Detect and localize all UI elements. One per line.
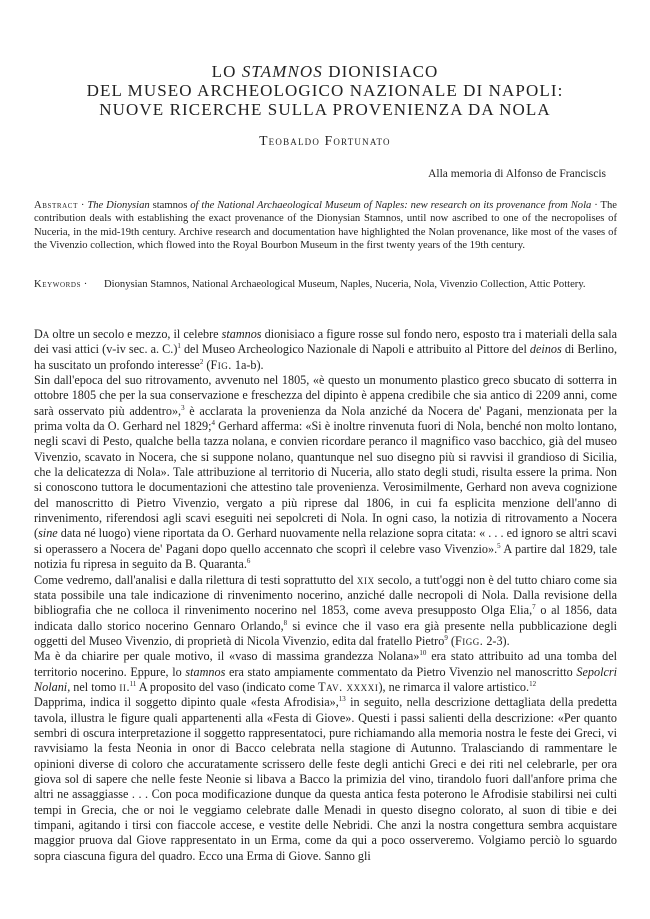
title-line-3: NUOVE RICERCHE SULLA PROVENIENZA DA NOLA [99,100,551,119]
keywords-text: Dionysian Stamnos, National Archaeological Museum, Naples, Nuceria, Nola, Vivenzio Collection, Attic Pottery. [104,279,586,290]
keywords: Keywords · Dionysian Stamnos, National Archaeological Museum, Naples, Nuceria, Nola, Vivenzio Collection, Attic Pottery. [34,278,617,291]
author-name: Teobaldo Fortunato [259,133,391,148]
paragraph-4: Ma è da chiarire per quale motivo, il «vaso di massima grandezza Nolana»$^{10}$ era stato attribuito ad una tomba del territorio nocerino. Eppure, lo stamnos era stato ampiamente commentato da Pietro Vivenzio nel manoscritto Sepolcri Nolani, nel tomo ii.$^{11}$ A proposito del vaso (indicato come Tav. xxxxi), ne rimarca il valore artistico.$^{12}$ [34,649,617,694]
abstract: Abstract · The Dionysian stamnos of the National Archaeological Museum of Naples: new research on its provenance from Nola · The contribution deals with establishing the exact provenance of the Dionysian Stamnos, until now ascribed to one of the necropolises of Nuceria, in the mid-19th century. Archive research and documentation have highlighted the Nolan provenance, like most of the vases of the Vivenzio collection, which flowed into the Royal Bourbon Museum in the first twenty years of the 19th century. [34,200,617,252]
footnote-ref[interactable]: 7 [532,603,536,612]
footnote-ref[interactable]: 1 [177,342,181,351]
footnote-ref[interactable]: 4 [211,419,216,427]
plate-ref: Tav. xxxxi [318,679,379,694]
figure-ref[interactable]: Figg. [454,633,484,648]
footnote-ref[interactable]: 6 [246,557,251,566]
title-line-1: LO STAMNOS DIONISIACO [211,62,439,81]
footnote-ref[interactable]: 5 [497,541,501,550]
footnote-ref[interactable]: 2 [199,357,204,366]
paragraph-2: Sin dall'epoca del suo ritrovamento, avvenuto nel 1805, «è questo un monumento plastico greco sbucato di sotterra in ottobre 1805 che per la sua conservazione e freschezza del dipinto è appena credibile che sia antico di 2209 anni, come sarà osservato più addentro»,$^3$ è acclarata la provenienza da Nola anziché da Nocera de' Pagani, menzionata per la prima volta da O. Gerhard nel 1829;$^4$ Gerhard afferma: «Si è inoltre rinvenuta fuori di Nola, benché non molto lontano, negli scavi di Pesto, qualche bella tazza nolana, e convien ricordare peranco il magnifico vaso bacchico, già del museo Vivenzio, scavato in Nocera, che si suppone nolano, quantunque nel suo disegno più si ravvisi il grandioso di Sicilia, che la delicatezza di Nola». Tale attribuzione al territorio di Nuceria, allo stato degli studi, risulta essere la prima. Non si conoscono tuttora le documentazioni che attestino tale provenienza. Verosimilmente, Gerhard non aveva cognizione del manoscritto di Pietro Vivenzio, vergato a più riprese dal 1806, in cui fa esplicita menzione dell'anno di rinvenimento, riferendosi agli scavi eseguiti nei sepolcreti di Nola. In ogni caso, la notizia di ritrovamento a Nocera (sine data né luogo) viene riportata da O. Gerhard nuovamente nella relazione sopra citata: « . . . ed ignoro se altri scavi si operassero a Nocera de' Pagani dopo quello accennato che scoprì il celebre vaso Vivenzio».$^5$ A partire dal 1829, tale notizia fu ripresa in seguito da B. Quaranta.$^6$ [34,373,617,572]
footnote-ref[interactable]: 9 [444,633,448,642]
paragraph-5: Dapprima, indica il soggetto dipinto quale «festa Afrodisia»,$^{13}$ in seguito, nella descrizione dettagliata della predetta tavola, illustra le figure quali appartenenti alla «Festa di Giove». Questi i passi salienti della descrizione: «Per quanto sembri di oscura interpretazione il soggetto rappresentatoci, pure richiamando alla memoria nostra le feste dei Greci, vi ravvisiamo la festa Neonia in onor di Bacco celebrata nella stagione di Autunno. Tralasciando di rammentare le opinioni diverse di coloro che accuratamente scrissero delle feste degli antichi Greci e dei riti nel celebrarle, per ora giova sol di sapere che nelle feste Neonie si libava a Bacco la primizia del vino, tirandolo fuori dall'anfore prima che altri ne assaggiasse . . . Con poca modificazione dunque da questa antica festa poterono le Afrodisie stabilirsi nei culti tempi in Grecia, che or noi le veggiamo celebrate dalle Menadi in questo disegno colorato, al suon di tibie e dei timpani, agitando i tirsi con fiaccole accese, e vestite delle Nebridi. Che anzi la nostra congettura sembra acquistare maggior pruova dal Giove rappresentato in un Erma, come da qui a poco osserveremo. Volgiamo perciò lo sguardo sopra ciascuna figura del quadro. Ecco una Erma di Giove. Sanno gli [34,695,617,863]
article-body [34,327,617,864]
footnote-ref[interactable]: 10 [419,649,427,658]
keywords-label: Keywords [34,279,82,290]
abstract-label: Abstract [34,200,78,211]
figure-ref[interactable]: Fig. [210,357,232,372]
abstract-text: The contribution deals with establishing the exact provenance of the Dionysian Stamnos, until now ascribed to one of the necropolises of Nuceria, in the mid-19th century. Archive research and documentation have highlighted the Nolan provenance, like most of the vases of the Vivenzio collection, which flowed into the Royal Bourbon Museum in the first twenty years of the 19th century. [34,200,617,252]
footnote-ref[interactable]: 11 [129,679,137,688]
footnote-ref[interactable]: 12 [529,679,537,688]
paragraph-3: Come vedremo, dall'analisi e dalla rilettura di testi soprattutto del xix secolo, a tutt'oggi non è del tutto chiaro come sia stata possibile una tale indicazione di rinvenimento nocerino, anziché dalle necropoli di Nola. Dalla revisione della bibliografia che ne colloca il rinvenimento nocerino nel 1853, come aveva presupposto Olga Elia,$^7$ o al 1856, data indicata dallo storico nocerino Gennaro Orlando,$^8$ si evince che il vaso era già presente nella pubblicazione degli oggetti del Museo Vivenzio, di proprietà di Nicola Vivenzio, edita dal fratello Pietro$^9$ (Figg. 2-3). [34,572,617,648]
footnote-ref[interactable]: 13 [338,695,346,704]
footnote-ref[interactable]: 8 [283,618,288,627]
paragraph-1: Da oltre un secolo e mezzo, il celebre stamnos dionisiaco a figure rosse sul fondo nero, esposto tra i materiali della sala dei vasi attici (v-iv sec. a. C.)$^1$ del Museo Archeologico Nazionale di Napoli e attribuito al Pittore del deinos di Berlino, ha suscitato un profondo interesse$^2$ (Fig. 1a-b). [34,327,617,372]
footnote-ref[interactable]: 3 [181,403,185,412]
title-line-2: DEL MUSEO ARCHEOLOGICO NAZIONALE DI NAPOLI: [86,81,564,100]
dedication: Alla memoria di Alfonso de Franciscis [428,168,606,180]
